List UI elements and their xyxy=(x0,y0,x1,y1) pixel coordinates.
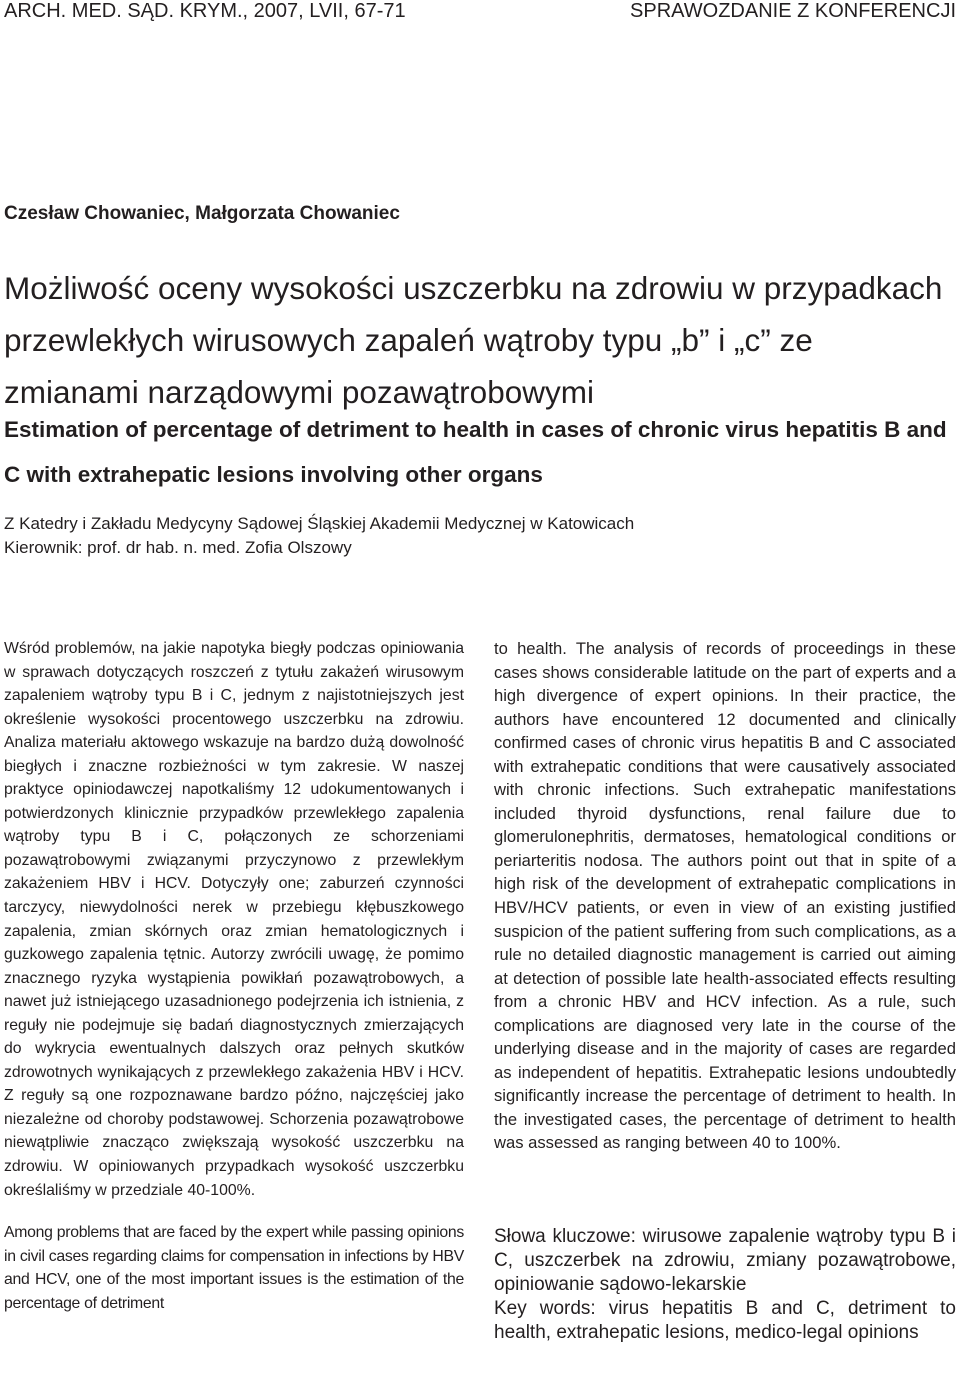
affiliation-department: Z Katedry i Zakładu Medycyny Sądowej Śląskiej Akademii Medycznej w Katowicach xyxy=(4,514,635,533)
keywords-block xyxy=(494,1225,956,1345)
abstract-english-continued: to health. The analysis of records of proceedings in these cases shows considerable latitude on the part of experts and a high divergence of expert opinions. In their practice, the authors have encountered 12 documented and clinically confirmed cases of chronic virus hepatitis B and C associated with extrahepatic conditions that were causatively associated with chronic infections. Such extrahepatic manifestations included thyroid dysfunctions, renal failure due to glomerulonephritis, dermatoses, hematological conditions or periarteritis nodosa. The authors point out that in spite of a high risk of the development of extrahepatic complications in HBV/HCV patients, or even in view of an existing justified suspicion of the patient suffering from such complications, as a rule no detailed diagnostic management is carried out aiming at detection of possible late health-associated effects resulting from a chronic HBV and HCV infection. As a rule, such complications are diagnosed very late in the course of the underlying disease and in the majority of cases are regarded as independent of hepatitis. Extrahepatic lesions undoubtedly significantly increase the percentage of detriment to health. In the investigated cases, the percentage of detriment to health was assessed as ranging between 40 to 100%. xyxy=(494,639,956,1153)
keywords-english: Key words: virus hepatitis B and C, detriment to health, extrahepatic lesions, medico-legal opinions xyxy=(494,1298,956,1343)
abstract-polish: Wśród problemów, na jakie napotyka biegły podczas opiniowania w sprawach dotyczących roszczeń z tytułu zakażeń wirusowym zapaleniem wątroby typu B i C, jednym z najistotniejszych jest określenie wysokości procentowego uszczerbku na zdrowiu. Analiza materiału aktowego wskazuje na bardzo dużą dowolność biegłych i znaczne rozbieżności w tym zakresie. W naszej praktyce opiniodawczej napotkaliśmy 12 udokumentowanych i potwierdzonych klinicznie przypadków przewlekłego zapalenia wątroby typu B i C, połączonych ze schorzeniami pozawątrobowymi związanymi przyczynowo z przewlekłym zakażeniem HBV i HCV. Dotyczyły one; zaburzeń czynności tarczycy, niewydolności nerek w przebiegu kłębuszkowego zapalenia, zmian skórnych oraz zmian hematologicznych i guzkowego zapalenia tętnic. Autorzy zwrócili uwagę, że pomimo znacznego ryzyka wystąpienia powikłań pozawątrobowych, a nawet już istniejącego uzasadnionego podejrzenia ich istnienia, z reguły nie podejmuje się badań diagnostycznych zmierzających do wykrycia ewentualnych dalszych oraz pełnych skutków zdrowotnych wynikających z przewlekłego zakażenia HBV i HCV. Z reguły są one rozpoznawane bardzo późno, najczęściej jako niezależne od choroby podstawowej. Schorzenia pozawątrobowe niewątpliwie znacząco zwiększają wysokość uszczerbku na zdrowiu. W opiniowanych przypadkach wysokość uszczerbku określaliśmy w przedziale 40-100%. xyxy=(4,640,464,1199)
author-list: Czesław Chowaniec, Małgorzata Chowaniec xyxy=(4,203,400,224)
right-column xyxy=(494,637,956,1155)
affiliation-head: Kierownik: prof. dr hab. n. med. Zofia Olszowy xyxy=(4,538,352,557)
affiliation xyxy=(4,512,956,560)
section-label: SPRAWOZDANIE Z KONFERENCJI xyxy=(630,0,956,22)
journal-citation: ARCH. MED. SĄD. KRYM., 2007, LVII, 67-71 xyxy=(4,0,406,22)
left-column xyxy=(4,637,464,1315)
title-polish: Możliwość oceny wysokości uszczerbku na zdrowiu w przypadkach przewlekłych wirusowych zapaleń wątroby typu „b” i „c” ze zmianami narządowymi pozawątrobowymi xyxy=(4,270,943,410)
title-english: Estimation of percentage of detriment to health in cases of chronic virus hepatitis B and C with extrahepatic lesions involving other organs xyxy=(4,417,947,487)
keywords-polish: Słowa kluczowe: wirusowe zapalenie wątroby typu B i C, uszczerbek na zdrowiu, zmiany pozawątrobowe, opiniowanie sądowo-lekarskie xyxy=(494,1226,956,1295)
abstract-english-start: Among problems that are faced by the expert while passing opinions in civil cases regarding claims for compensation in infections by HBV and HCV, one of the most important issues is the estimation of the percentage of detriment xyxy=(4,1224,464,1312)
running-header xyxy=(4,0,956,28)
